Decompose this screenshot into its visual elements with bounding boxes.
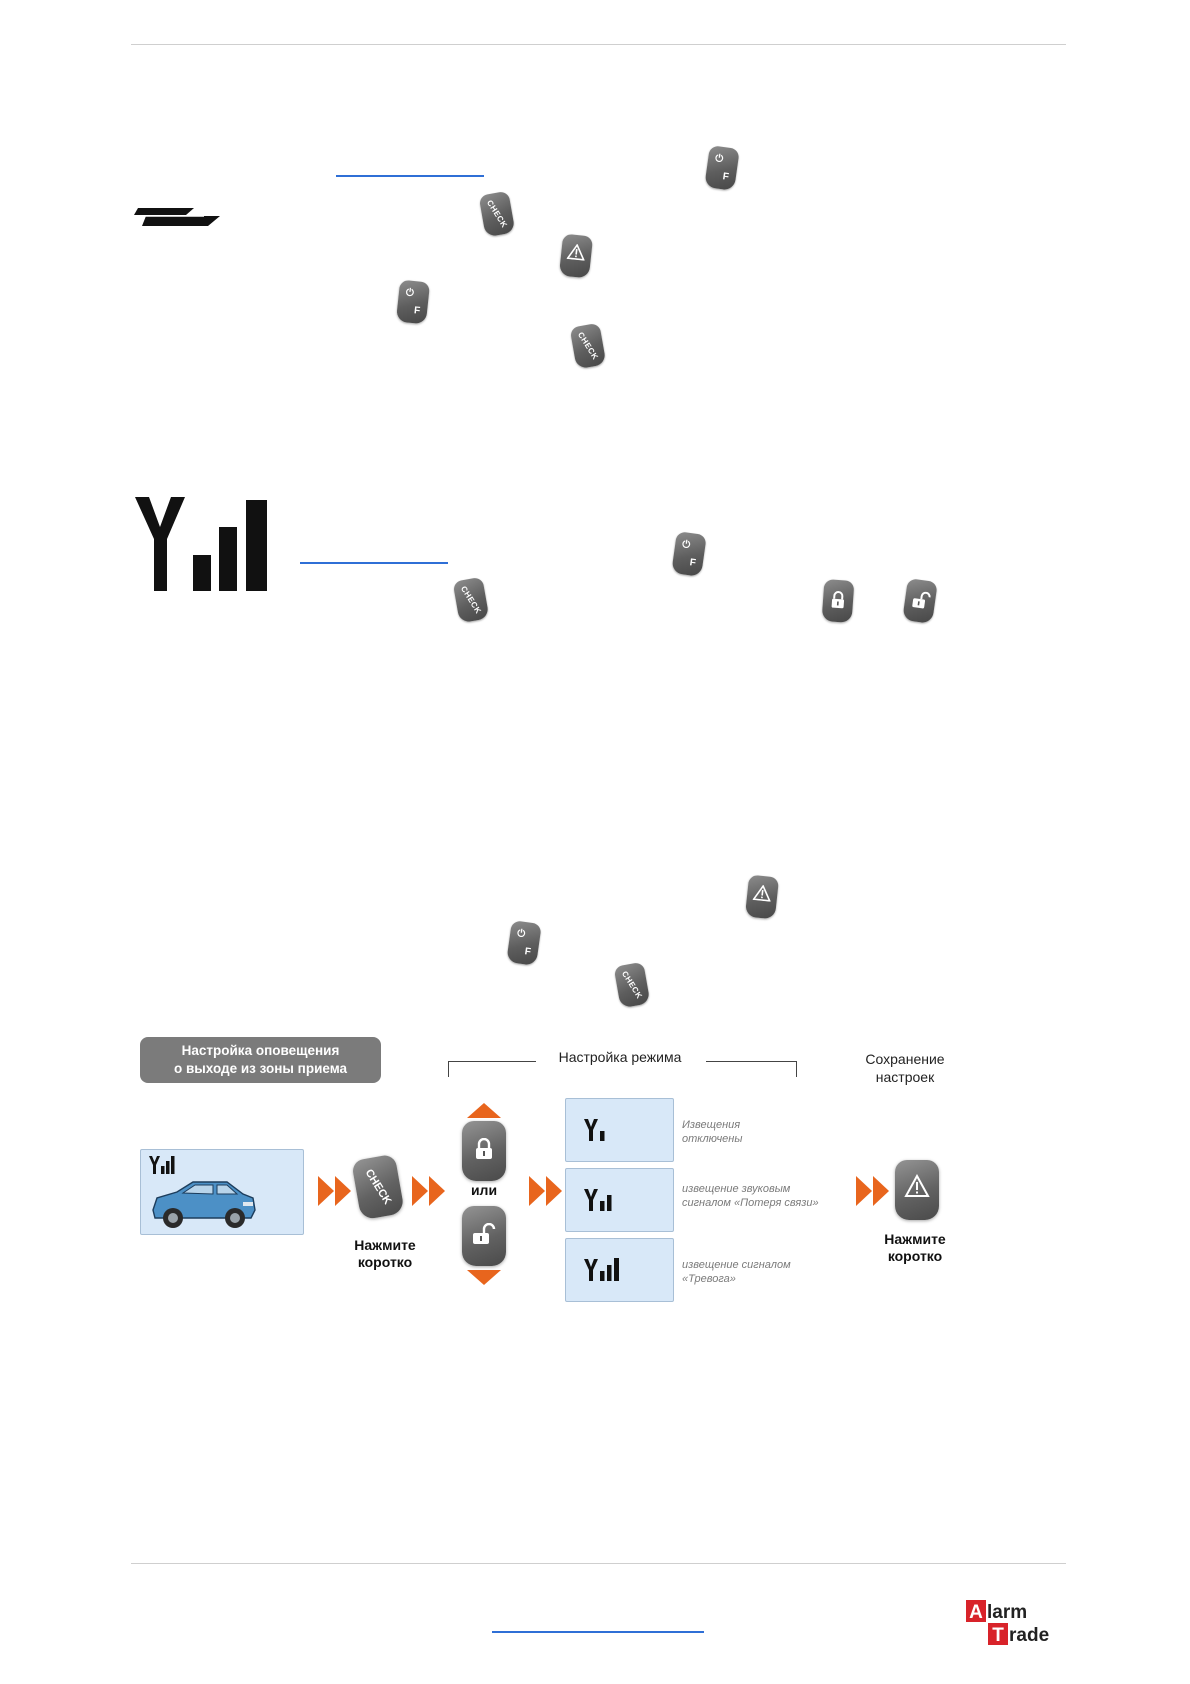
press-line1: Нажмите: [884, 1231, 946, 1247]
remote-key-check-icon: CHECK: [479, 191, 516, 238]
hyperlink-underline[interactable]: [336, 175, 484, 177]
svg-text:larm: larm: [987, 1602, 1028, 1623]
double-arrow-icon: [318, 1176, 352, 1206]
mode-desc-line: извещение звуковым: [682, 1183, 791, 1195]
press-line2: коротко: [357, 1254, 413, 1270]
triangle-down-icon: [467, 1270, 501, 1285]
save-line2: настроек: [875, 1069, 935, 1085]
double-arrow-icon: [856, 1176, 890, 1206]
mode-desc-line: сигналом «Потеря связи»: [682, 1197, 819, 1209]
signal-two-bars-icon: [584, 1189, 616, 1211]
svg-text:T: T: [992, 1625, 1004, 1646]
mode-desc-sound: [682, 1182, 819, 1210]
remote-key-lock-icon: [822, 579, 855, 623]
diagram-header-pill: [140, 1037, 381, 1083]
car-icon: [147, 1176, 259, 1230]
remote-key-check-icon: CHECK: [570, 323, 607, 370]
or-label: или: [470, 1182, 498, 1198]
press-line2: коротко: [887, 1248, 943, 1264]
diagram-header-line1: Настройка оповещения: [181, 1043, 340, 1058]
svg-text:rade: rade: [1009, 1625, 1050, 1646]
mode-desc-line: извещение сигналом: [682, 1259, 791, 1271]
press-line1: Нажмите: [354, 1237, 416, 1253]
diagram-header-line2: о выходе из зоны приема: [173, 1061, 348, 1076]
mode-desc-line: «Тревога»: [682, 1273, 736, 1285]
hyperlink-underline[interactable]: [300, 562, 448, 564]
triangle-up-icon: [467, 1103, 501, 1118]
check-button-icon: CHECK: [351, 1154, 405, 1221]
mode-screen-alarm: [565, 1238, 674, 1302]
footer-hyperlink-underline[interactable]: [492, 1631, 704, 1633]
mode-desc-alarm: [682, 1258, 791, 1286]
lock-button-icon: [462, 1121, 506, 1181]
unlock-button-icon: [462, 1206, 506, 1266]
press-short-label: [330, 1237, 440, 1271]
remote-key-f-icon: ⏻ F: [671, 531, 707, 577]
alarm-trade-logo: [966, 1598, 1066, 1646]
mode-bracket-right: [706, 1061, 796, 1062]
mode-screen-off: [565, 1098, 674, 1162]
remote-key-check-icon: CHECK: [614, 962, 651, 1009]
press-short-label: [860, 1231, 970, 1265]
signal-one-bar-icon: [584, 1119, 610, 1141]
double-arrow-icon: [529, 1176, 563, 1206]
mode-bracket-left-tick: [448, 1061, 449, 1077]
signal-strength-icon: [135, 497, 269, 591]
save-settings-title: [840, 1050, 970, 1086]
mode-screen-sound: [565, 1168, 674, 1232]
signal-strength-icon: [149, 1156, 175, 1174]
svg-text:A: A: [969, 1602, 983, 1623]
mode-desc-off: [682, 1118, 742, 1146]
remote-key-alarm-icon: [745, 875, 779, 920]
mode-bracket-right-tick: [796, 1061, 797, 1077]
mode-desc-line: Извещения: [682, 1119, 741, 1131]
signal-three-bars-icon: [584, 1257, 622, 1281]
alarm-button-icon: [895, 1160, 939, 1220]
double-arrow-icon: [412, 1176, 446, 1206]
remote-key-f-icon: ⏻ F: [506, 920, 542, 966]
header-rule: [131, 44, 1066, 45]
remote-key-f-icon: ⏻ F: [704, 145, 740, 191]
mode-title: Настройка режима: [558, 1049, 682, 1065]
remote-key-alarm-icon: [559, 234, 593, 279]
remote-key-unlock-icon: [902, 578, 938, 624]
mode-bracket-left: [448, 1061, 536, 1062]
remote-key-f-icon: ⏻ F: [396, 280, 430, 325]
footer-rule: [131, 1563, 1066, 1564]
save-line1: Сохранение: [865, 1051, 945, 1067]
car-status-screen: [140, 1149, 304, 1235]
dash-marker-icon: [134, 206, 224, 228]
remote-key-check-icon: CHECK: [453, 577, 490, 624]
mode-desc-line: отключены: [682, 1133, 743, 1145]
